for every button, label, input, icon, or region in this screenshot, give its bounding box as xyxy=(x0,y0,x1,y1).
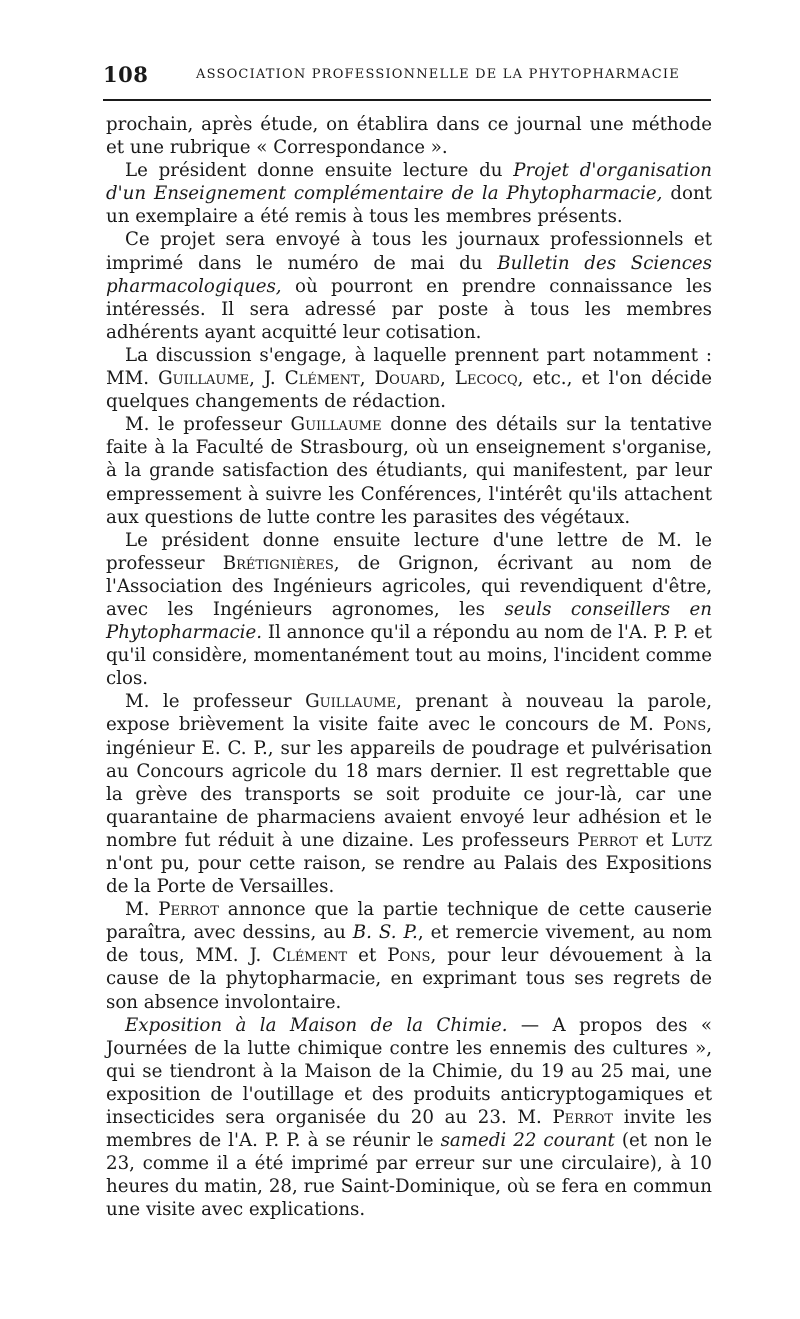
person-name: Guillaume xyxy=(158,368,250,390)
person-name: Pons xyxy=(663,714,707,736)
page-header xyxy=(103,62,713,92)
paragraph-1: prochain, après étude, on établira dans ce journal une méthode et une rubrique « Correspondance ». xyxy=(106,114,712,159)
bulletin-title: Bulletin des Sciences pharmacologiques, xyxy=(106,252,712,297)
person-name: Brétignières xyxy=(222,552,334,574)
section-heading: Exposition à la Maison de la Chimie. xyxy=(125,1014,508,1036)
emphasis-text: seuls conseillers en Phytopharmacie. xyxy=(106,598,712,644)
person-name: Clément xyxy=(284,368,360,390)
person-name: Lutz xyxy=(671,829,712,851)
person-name: Perrot xyxy=(552,1107,614,1129)
person-name: Douard xyxy=(374,368,440,390)
page-number: 108 xyxy=(103,62,149,87)
project-title: Projet d'organisation d'un Enseignement complémentaire de la Phytopharmacie, xyxy=(106,160,712,205)
person-name: Lecocq xyxy=(454,368,518,390)
person-name: Guillaume xyxy=(305,691,397,713)
journal-abbrev: B. S. P. xyxy=(352,922,418,944)
person-name: Pons xyxy=(387,945,431,967)
paragraph-5: M. le professeur Guillaume donne des détails sur la tentative faite à la Faculté de Strasbourg, où un enseignement s'organise, à la grande satisfaction des étudiants, qui manifestent, par leur empressement à suivre les Conférences, l'intérêt qu'ils attachent aux questions de lutte contre les parasites des végétaux. xyxy=(106,414,712,528)
paragraph-3: Ce projet sera envoyé à tous les journaux professionnels et imprimé dans le numéro de mai du Bulletin des Sciences pharmacologiques, où pourront en prendre connaissance les intéressés. Il sera adressé par poste à tous les membres adhérents ayant acquitté leur cotisation. xyxy=(106,229,712,343)
running-head: ASSOCIATION PROFESSIONNELLE DE LA PHYTOPHARMACIE xyxy=(196,67,680,82)
paragraph-9: Exposition à la Maison de la Chimie. — A propos des « Journées de la lutte chimique contre les ennemis des cultures », qui se tiendront à la Maison de la Chimie, du 19 au 25 mai, une exposition de l'outillage et des produits anticryptogamiques et insecticides sera organisée du 20 au 23. M. Perrot invite les membres de l'A. P. P. à se réunir le samedi 22 courant (et non le 23, comme il a été imprimé par erreur sur une circulaire), à 10 heures du matin, 28, rue Saint-Dominique, où se fera en commun une visite avec explications. xyxy=(106,1014,713,1221)
paragraph-4: La discussion s'engage, à laquelle prennent part notamment : MM. Guillaume, J. Clément, Douard, Lecocq, etc., et l'on décide quelques changements de rédaction. xyxy=(106,344,712,413)
paragraph-6: Le président donne ensuite lecture d'une lettre de M. le professeur Brétignières, de Grignon, écrivant au nom de l'Association des Ingénieurs agricoles, qui revendiquent d'être, avec les Ingénieurs agronomes, les seuls conseillers en Phytopharmacie. Il annonce qu'il a répondu au nom de l'A. P. P. et qu'il considère, momentanément tout au moins, l'incident comme clos. xyxy=(106,529,712,690)
person-name: Perrot xyxy=(577,829,638,851)
header-rule xyxy=(103,99,711,101)
paragraph-8: M. Perrot annonce que la partie technique de cette causerie paraîtra, avec dessins, au B. S. P., et remercie vivement, au nom de tous, MM. J. Clément et Pons, pour leur dévouement à la cause de la phytopharmacie, en exprimant tous ses regrets de son absence involontaire. xyxy=(106,899,712,1013)
paragraph-7: M. le professeur Guillaume, prenant à nouveau la parole, expose brièvement la visite faite avec le concours de M. Pons, ingénieur E. C. P., sur les appareils de poudrage et pulvérisation au Concours agricole du 18 mars dernier. Il est regrettable que la grève des transports se soit produite ce jour-là, car une quarantaine de pharmaciens avaient envoyé leur adhésion et le nombre fut réduit à une dizaine. Les professeurs Perrot et Lutz n'ont pu, pour cette raison, se rendre au Palais des Expositions de la Porte de Versailles. xyxy=(106,691,712,898)
person-name: Clément xyxy=(272,945,348,967)
person-name: Perrot xyxy=(158,899,219,921)
body-text xyxy=(106,113,712,1222)
person-name: Guillaume xyxy=(290,414,382,436)
paragraph-2: Le président donne ensuite lecture du Projet d'organisation d'un Enseignement complémentaire de la Phytopharmacie, dont un exemplaire a été remis à tous les membres présents. xyxy=(106,160,712,228)
emphasis-date: samedi 22 courant xyxy=(440,1130,615,1152)
